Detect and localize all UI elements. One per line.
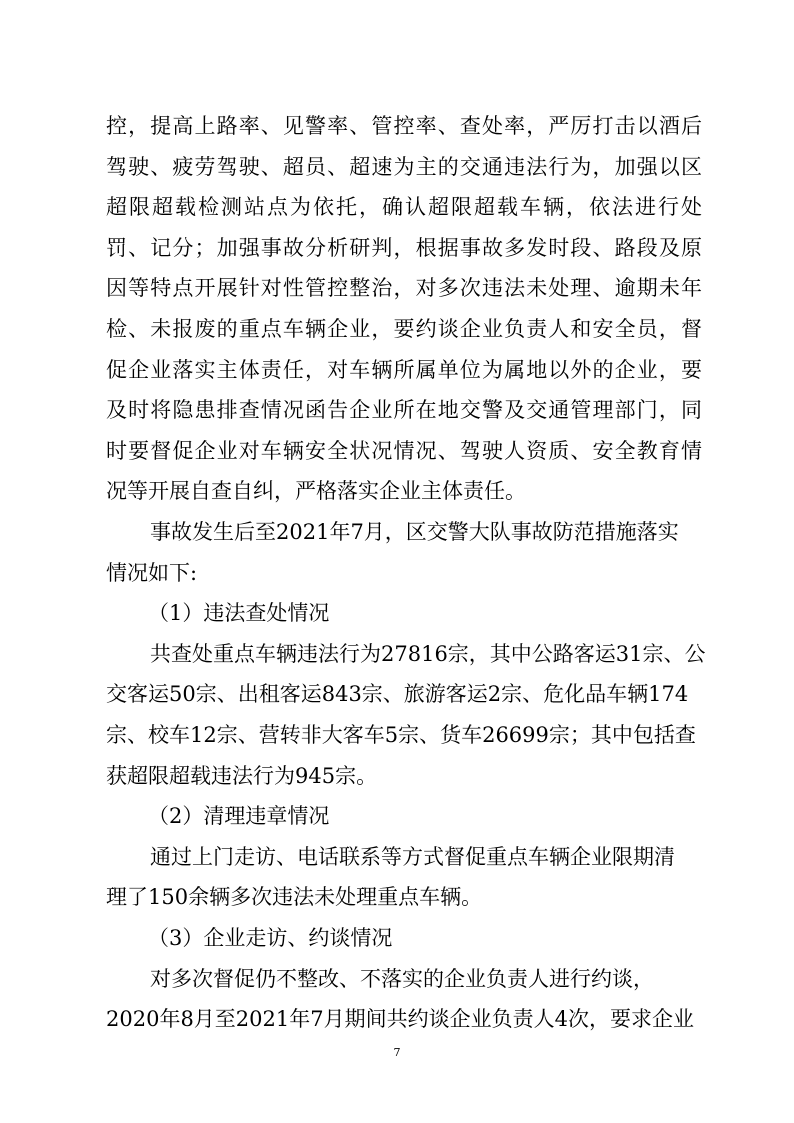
text-line: 促企业落实主体责任，对车辆所属单位为属地以外的企业，要 [106, 357, 702, 382]
text-line: 超限超载检测站点为依托，确认超限超载车辆，依法进行处 [106, 195, 702, 220]
text-line: 宗、校车12宗、营转非大客车5宗、货车26699宗；其中包括查 [106, 723, 696, 747]
text-line: 驾驶、疲劳驾驶、超员、超速为主的交通违法行为，加强以区 [106, 154, 702, 179]
text-line: 况等开展自查自纠，严格落实企业主体责任。 [106, 479, 526, 504]
text-line: 及时将隐患排查情况函告企业所在地交警及交通管理部门，同 [106, 398, 702, 423]
text-line: 检、未报废的重点车辆企业，要约谈企业负责人和安全员，督 [106, 317, 702, 341]
text-line: （1）违法查处情况 [148, 601, 330, 626]
text-line: 理了150余辆多次违法未处理重点车辆。 [106, 885, 483, 910]
text-line: 时要督促企业对车辆安全状况情况、驾驶人资质、安全教育情 [106, 438, 702, 463]
text-line: （2）清理违章情况 [148, 804, 330, 829]
text-line: 因等特点开展针对性管控整治，对多次违法未处理、逾期未年 [106, 276, 702, 301]
text-line: 事故发生后至2021年7月，区交警大队事故防范措施落实 [150, 520, 679, 544]
text-line: 共查处重点车辆违法行为27816宗，其中公路客运31宗、公 [150, 641, 706, 666]
text-line: 获超限超载违法行为945宗。 [106, 763, 378, 788]
text-line: 2020年8月至2021年7月期间共约谈企业负责人4次，要求企业 [106, 1007, 694, 1032]
text-line: 通过上门走访、电话联系等方式督促重点车辆企业限期清 [150, 844, 675, 869]
text-line: 控，提高上路率、见警率、管控率、查处率，严厉打击以酒后 [106, 114, 702, 138]
text-line: 情况如下: [106, 560, 198, 585]
text-line: 罚、记分；加强事故分析研判，根据事故多发时段、路段及原 [106, 235, 702, 260]
text-line: （3）企业走访、约谈情况 [148, 926, 393, 950]
page-number: 7 [393, 1046, 401, 1059]
text-line: 交客运50宗、出租客运843宗、旅游客运2宗、危化品车辆174 [106, 682, 689, 707]
text-line: 对多次督促仍不整改、不落实的企业负责人进行约谈， [150, 966, 654, 991]
